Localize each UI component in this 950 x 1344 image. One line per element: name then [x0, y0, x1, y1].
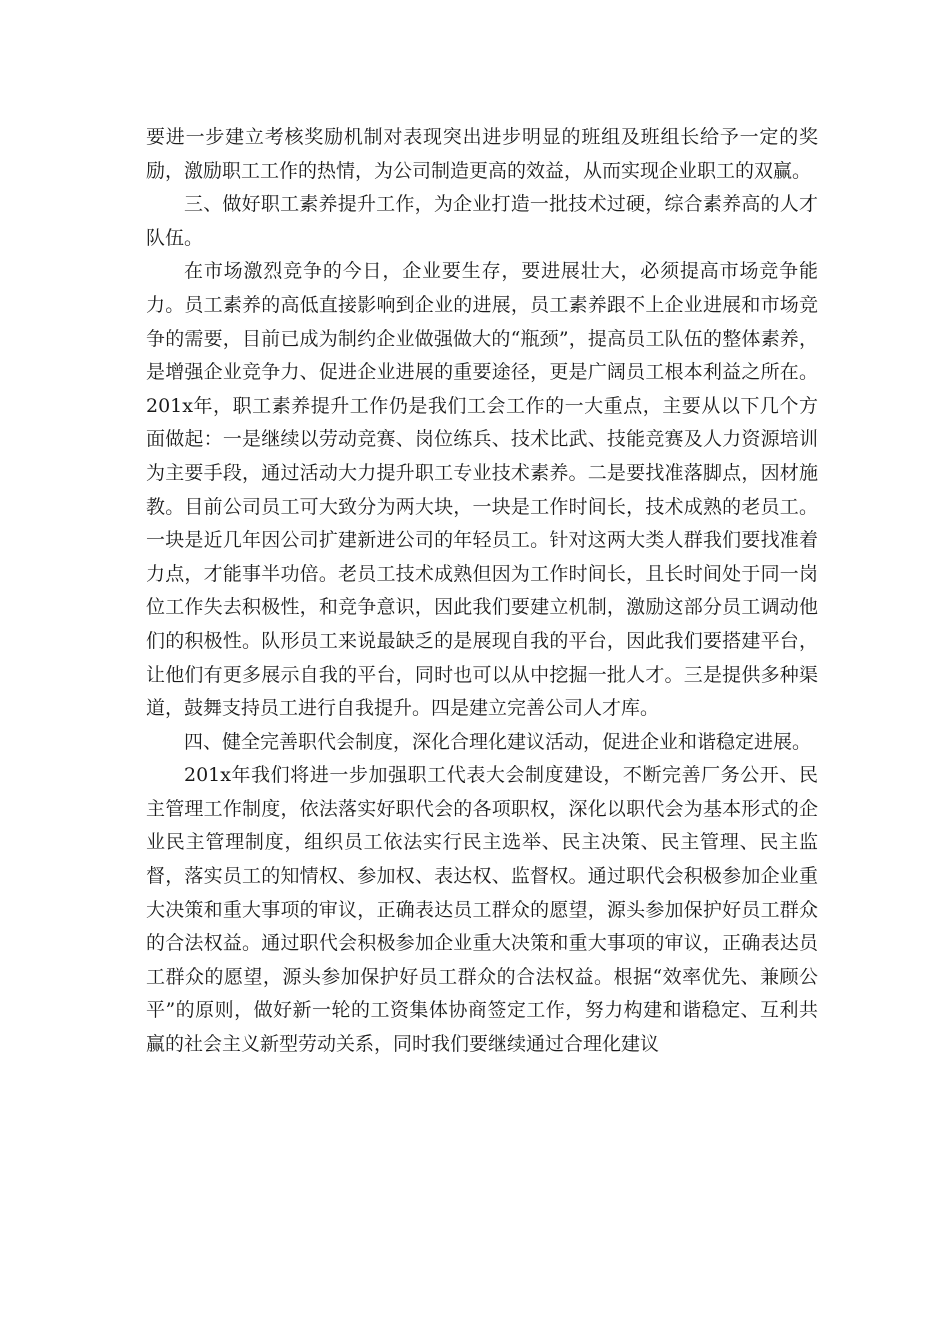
heading-section-3: 三、做好职工素养提升工作，为企业打造一批技术过硬，综合素养高的人才队伍。: [146, 193, 818, 249]
paragraph-1: 要进一步建立考核奖励机制对表现突出进步明显的班组及班组长给予一定的奖励，激励职工工作的热情，为公司制造更高的效益，从而实现企业职工的双赢。: [146, 126, 818, 182]
paragraph-5: 201x年我们将进一步加强职工代表大会制度建设，不断完善厂务公开、民主管理工作制度，依法落实好职代会的各项职权，深化以职代会为基本形式的企业民主管理制度，组织员工依法实行民主选举、民主决策、民主管理、民主监督，落实员工的知情权、参加权、表达权、监督权。通过职代会积极参加企业重大决策和重大事项的审议，正确表达员工群众的愿望，源头参加保护好员工群众的合法权益。通过职代会积极参加企业重大决策和重大事项的审议，正确表达员工群众的愿望，源头参加保护好员工群众的合法权益。根据“效率优先、兼顾公平”的原则，做好新一轮的工资集体协商签定工作，努力构建和谐稳定、互利共赢的社会主义新型劳动关系，同时我们要继续通过合理化建议: [146, 764, 818, 1056]
paragraph-3: 在市场激烈竞争的今日，企业要生存，要进展壮大，必须提高市场竞争能力。员工素养的高低直接影响到企业的进展，员工素养跟不上企业进展和市场竞争的需要，目前已成为制约企业做强做大的“瓶颈”，提高员工队伍的整体素养，是增强企业竞争力、促进企业进展的重要途径，更是广阔员工根本利益之所在。201x年，职工素养提升工作仍是我们工会工作的一大重点，主要从以下几个方面做起：一是继续以劳动竞赛、岗位练兵、技术比武、技能竞赛及人力资源培训为主要手段，通过活动大力提升职工专业技术素养。二是要找准落脚点，因材施教。目前公司员工可大致分为两大块，一块是工作时间长，技术成熟的老员工。一块是近几年因公司扩建新进公司的年轻员工。针对这两大类人群我们要找准着力点，才能事半功倍。老员工技术成熟但因为工作时间长，且长时间处于同一岗位工作失去积极性，和竞争意识，因此我们要建立机制，激励这部分员工调动他们的积极性。队形员工来说最缺乏的是展现自我的平台，因此我们要搭建平台，让他们有更多展示自我的平台，同时也可以从中挖掘一批人才。三是提供多种渠道，鼓舞支持员工进行自我提升。四是建立完善公司人才库。: [146, 260, 818, 720]
document-body: [146, 121, 818, 1062]
heading-section-4: 四、健全完善职代会制度，深化合理化建议活动，促进企业和谐稳定进展。: [184, 730, 812, 753]
